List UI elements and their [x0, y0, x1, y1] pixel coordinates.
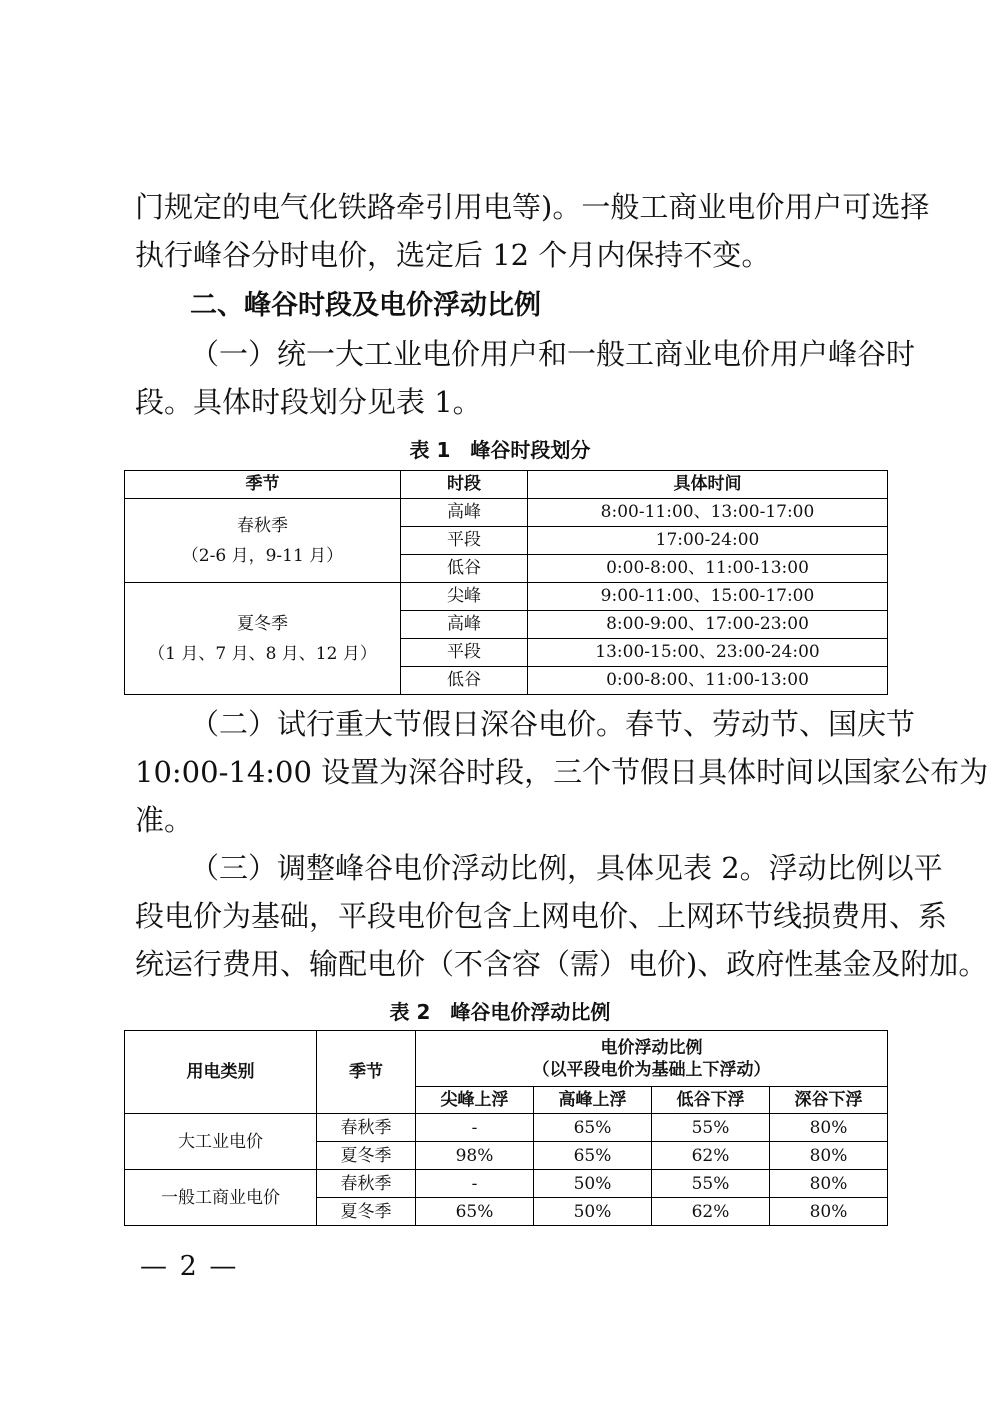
price-ratio-table — [124, 1030, 888, 1226]
table2-subheader: 高峰上浮 — [534, 1087, 652, 1114]
table1-period-cell: 平段 — [401, 527, 528, 555]
page-number: — 2 — — [140, 1251, 239, 1282]
table1-period-cell: 高峰 — [401, 499, 528, 527]
table2-value-cell: 98% — [416, 1142, 534, 1170]
table2-value-cell: 65% — [534, 1114, 652, 1142]
table2-header-category: 用电类别 — [125, 1031, 317, 1114]
table1-header-time: 具体时间 — [528, 471, 888, 499]
season-months: （2-6 月，9-11 月） — [181, 545, 344, 566]
time-period-table — [124, 470, 888, 695]
table2-value-cell: 65% — [534, 1142, 652, 1170]
table2-value-cell: 50% — [534, 1170, 652, 1198]
table2-subheader: 尖峰上浮 — [416, 1087, 534, 1114]
section-heading: 二、峰谷时段及电价浮动比例 — [190, 290, 541, 321]
body-text-line: 段电价为基础，平段电价包含上网电价、上网环节线损费用、系 — [135, 899, 948, 933]
table2-season-cell: 夏冬季 — [317, 1142, 416, 1170]
table1-time-cell: 0:00-8:00、11:00-13:00 — [528, 667, 888, 695]
table2-value-cell: - — [416, 1114, 534, 1142]
table2-subheader: 深谷下浮 — [770, 1087, 888, 1114]
table1-season-cell — [125, 499, 401, 583]
table2-value-cell: 50% — [534, 1198, 652, 1226]
season-name: 夏冬季 — [237, 613, 288, 634]
season-name: 春秋季 — [237, 515, 288, 536]
table2-category-cell: 大工业电价 — [125, 1114, 317, 1170]
body-text-line: 门规定的电气化铁路牵引用电等)。一般工商业电价用户可选择 — [135, 190, 930, 224]
table1-period-cell: 低谷 — [401, 667, 528, 695]
season-months: （1 月、7 月、8 月、12 月） — [148, 643, 377, 664]
table2-value-cell: 80% — [770, 1170, 888, 1198]
table1-time-cell: 8:00-11:00、13:00-17:00 — [528, 499, 888, 527]
body-text-line: 段。具体时段划分见表 1。 — [135, 385, 482, 419]
body-text-line: （一）统一大工业电价用户和一般工商业电价用户峰谷时 — [190, 337, 916, 371]
table2-value-cell: 62% — [652, 1198, 770, 1226]
table2-value-cell: 55% — [652, 1170, 770, 1198]
table2-category-cell: 一般工商业电价 — [125, 1170, 317, 1226]
table1-time-cell: 0:00-8:00、11:00-13:00 — [528, 555, 888, 583]
table1-header-period: 时段 — [401, 471, 528, 499]
table2-season-cell: 夏冬季 — [317, 1198, 416, 1226]
body-text-line: （三）调整峰谷电价浮动比例，具体见表 2。浮动比例以平 — [190, 851, 943, 885]
table1-header-season: 季节 — [125, 471, 401, 499]
ratio-header-note: （以平段电价为基础上下浮动） — [532, 1059, 771, 1080]
table1-time-cell: 8:00-9:00、17:00-23:00 — [528, 611, 888, 639]
table1-time-cell: 17:00-24:00 — [528, 527, 888, 555]
table1-period-cell: 低谷 — [401, 555, 528, 583]
table2-subheader: 低谷下浮 — [652, 1087, 770, 1114]
body-text-line: 准。 — [135, 803, 194, 837]
table2-value-cell: 65% — [416, 1198, 534, 1226]
table1-time-cell: 13:00-15:00、23:00-24:00 — [528, 639, 888, 667]
table1-period-cell: 高峰 — [401, 611, 528, 639]
table2-season-cell: 春秋季 — [317, 1170, 416, 1198]
table2-value-cell: 55% — [652, 1114, 770, 1142]
table1-season-cell — [125, 583, 401, 695]
body-text-line: 执行峰谷分时电价，选定后 12 个月内保持不变。 — [135, 238, 771, 272]
body-text-line: （二）试行重大节假日深谷电价。春节、劳动节、国庆节 — [190, 707, 916, 741]
body-text-line: 10:00-14:00 设置为深谷时段，三个节假日具体时间以国家公布为 — [135, 755, 989, 789]
table2-season-cell: 春秋季 — [317, 1114, 416, 1142]
table1-caption: 表 1 峰谷时段划分 — [409, 438, 591, 462]
table2-value-cell: 80% — [770, 1198, 888, 1226]
table2-value-cell: 80% — [770, 1114, 888, 1142]
table2-caption: 表 2 峰谷电价浮动比例 — [389, 1000, 611, 1024]
body-text-line: 统运行费用、输配电价（不含容（需）电价)、政府性基金及附加。 — [135, 947, 988, 981]
table1-period-cell: 平段 — [401, 639, 528, 667]
table2-value-cell: 80% — [770, 1142, 888, 1170]
table1-period-cell: 尖峰 — [401, 583, 528, 611]
table1-time-cell: 9:00-11:00、15:00-17:00 — [528, 583, 888, 611]
table2-value-cell: 62% — [652, 1142, 770, 1170]
ratio-header-title: 电价浮动比例 — [600, 1037, 703, 1058]
table2-header-ratio — [416, 1031, 888, 1087]
table2-header-season: 季节 — [317, 1031, 416, 1114]
table2-value-cell: - — [416, 1170, 534, 1198]
